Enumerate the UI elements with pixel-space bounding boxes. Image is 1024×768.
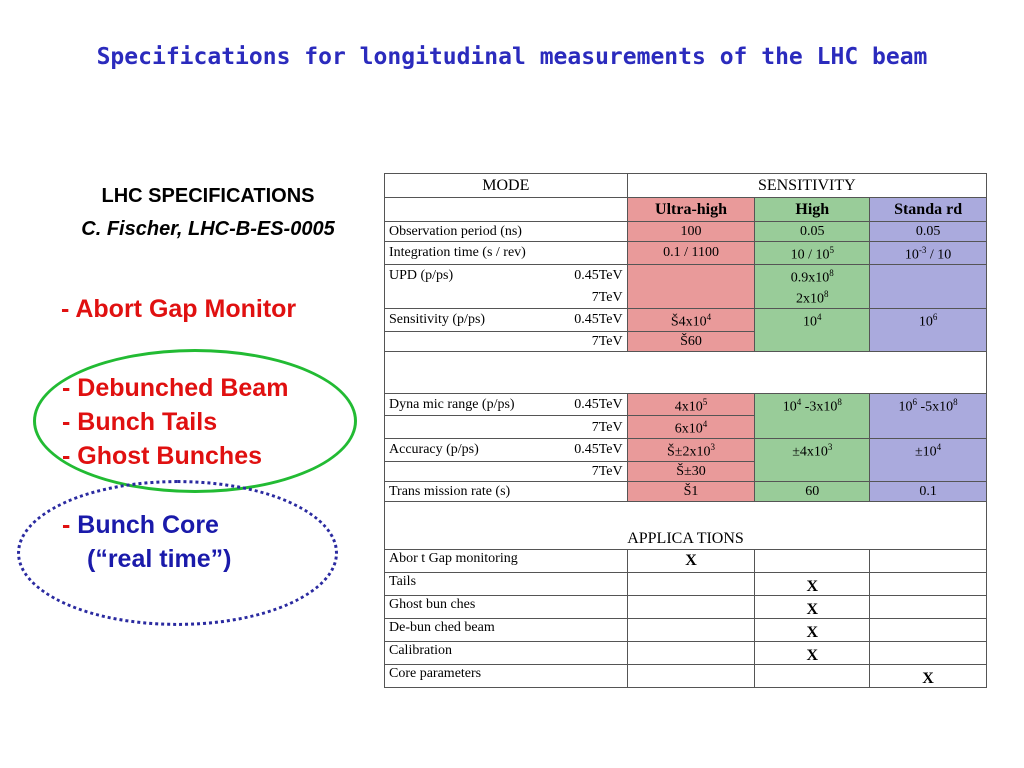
app-mark-standard bbox=[870, 641, 987, 664]
sensitivity-header: SENSITIVITY bbox=[627, 174, 986, 198]
app-mark-high bbox=[755, 549, 870, 572]
row-label-transmission: Trans mission rate (s) bbox=[385, 481, 628, 501]
cell-obs-ultra: 100 bbox=[627, 222, 755, 242]
cell-trans-standard: 0.1 bbox=[870, 481, 987, 501]
app-mark-high: X bbox=[755, 618, 870, 641]
page-title: Specifications for longitudinal measurements of the LHC beam bbox=[96, 44, 928, 70]
cell-acc-standard: $\pm 10^4$ bbox=[870, 438, 987, 481]
row-label-upd: UPD (p/ps) 0.45TeV bbox=[385, 264, 628, 286]
cell-sens-high: $10^4$ bbox=[755, 308, 870, 351]
cell-dyn-ultra-2: $6x10^4$ bbox=[627, 416, 755, 439]
cell-upd-standard-2 bbox=[870, 286, 987, 308]
cell-upd-ultra bbox=[627, 264, 755, 286]
app-mark-high: X bbox=[755, 595, 870, 618]
item-bunch-core bbox=[62, 511, 219, 540]
app-label: De-bun ched beam bbox=[385, 618, 628, 641]
app-mark-ultra bbox=[627, 618, 755, 641]
mode-header: MODE bbox=[385, 174, 628, 198]
item-bunch-tails: - Bunch Tails bbox=[62, 408, 218, 436]
app-mark-standard bbox=[870, 549, 987, 572]
row-label-accuracy: Accuracy (p/ps) 0.45TeV bbox=[385, 438, 628, 461]
cell-trans-high: 60 bbox=[755, 481, 870, 501]
cell-dyn-high: $10^4$ $-3x10^8$ bbox=[755, 393, 870, 438]
applications-header: APPLICA TIONS bbox=[385, 501, 987, 549]
row-label-sensitivity-7tev: 7TeV bbox=[385, 331, 628, 351]
cell-sens-standard: $10^6$ bbox=[870, 308, 987, 351]
col-high: High bbox=[755, 198, 870, 222]
item-real-time: (“real time”) bbox=[87, 545, 232, 573]
app-mark-high bbox=[755, 664, 870, 687]
item-bunch-core-dash: - bbox=[62, 511, 71, 539]
app-label: Abor t Gap monitoring bbox=[385, 549, 628, 572]
row-label-accuracy-7tev: 7TeV bbox=[385, 461, 628, 481]
app-label: Ghost bun ches bbox=[385, 595, 628, 618]
cell-obs-high: 0.05 bbox=[755, 222, 870, 242]
item-ghost-bunches: - Ghost Bunches bbox=[62, 442, 263, 470]
cell-integ-standard: $10^{-3} / 10$ bbox=[870, 242, 987, 265]
item-debunched-beam: - Debunched Beam bbox=[62, 374, 289, 402]
cell-sens-ultra-1: $Š4x10^4$ bbox=[627, 308, 755, 331]
app-mark-ultra bbox=[627, 572, 755, 595]
cell-dyn-standard: $10^6$ $-5x10^8$ bbox=[870, 393, 987, 438]
app-mark-ultra bbox=[627, 664, 755, 687]
col-ultra-high: Ultra-high bbox=[627, 198, 755, 222]
row-label-dynamic-range: Dyna mic range (p/ps) 0.45TeV bbox=[385, 393, 628, 416]
app-label: Calibration bbox=[385, 641, 628, 664]
cell-trans-ultra: Š1 bbox=[627, 481, 755, 501]
row-label-integration: Integration time (s / rev) bbox=[385, 242, 628, 265]
cell-acc-high: $\pm 4x10^3$ bbox=[755, 438, 870, 481]
cell-upd-standard bbox=[870, 264, 987, 286]
app-mark-ultra: X bbox=[627, 549, 755, 572]
item-bunch-core-label: Bunch Core bbox=[77, 511, 219, 539]
app-mark-high: X bbox=[755, 641, 870, 664]
cell-upd-ultra-2 bbox=[627, 286, 755, 308]
col-standard: Standa rd bbox=[870, 198, 987, 222]
app-mark-high: X bbox=[755, 572, 870, 595]
app-mark-ultra bbox=[627, 595, 755, 618]
specifications-table bbox=[384, 173, 987, 688]
app-mark-standard bbox=[870, 618, 987, 641]
cell-upd-high-1: $0.9x10^8$ bbox=[755, 264, 870, 286]
app-mark-standard bbox=[870, 595, 987, 618]
app-label: Core parameters bbox=[385, 664, 628, 687]
spec-reference: C. Fischer, LHC-B-ES-0005 bbox=[81, 218, 335, 240]
row-label-dynamic-7tev: 7TeV bbox=[385, 416, 628, 439]
spec-heading: LHC SPECIFICATIONS bbox=[101, 185, 315, 207]
cell-acc-ultra-2: Š±30 bbox=[627, 461, 755, 481]
cell-integ-high: $10 / 10^5$ bbox=[755, 242, 870, 265]
blank-header-cell bbox=[385, 198, 628, 222]
row-label-sensitivity: Sensitivity (p/ps) 0.45TeV bbox=[385, 308, 628, 331]
app-mark-standard bbox=[870, 572, 987, 595]
row-label-upd-7tev: 7TeV bbox=[385, 286, 628, 308]
cell-sens-ultra-2: Š60 bbox=[627, 331, 755, 351]
app-label: Tails bbox=[385, 572, 628, 595]
cell-dyn-ultra-1: $4x10^5$ bbox=[627, 393, 755, 416]
cell-integ-ultra: 0.1 / 1100 bbox=[627, 242, 755, 265]
app-mark-standard: X bbox=[870, 664, 987, 687]
cell-acc-ultra-1: $Š\pm 2x10^3$ bbox=[627, 438, 755, 461]
row-label-observation: Observation period (ns) bbox=[385, 222, 628, 242]
item-abort-gap-monitor: - Abort Gap Monitor bbox=[61, 295, 297, 323]
app-mark-ultra bbox=[627, 641, 755, 664]
cell-upd-high-2: $2x10^8$ bbox=[755, 286, 870, 308]
spacer-row bbox=[385, 351, 987, 393]
cell-obs-standard: 0.05 bbox=[870, 222, 987, 242]
